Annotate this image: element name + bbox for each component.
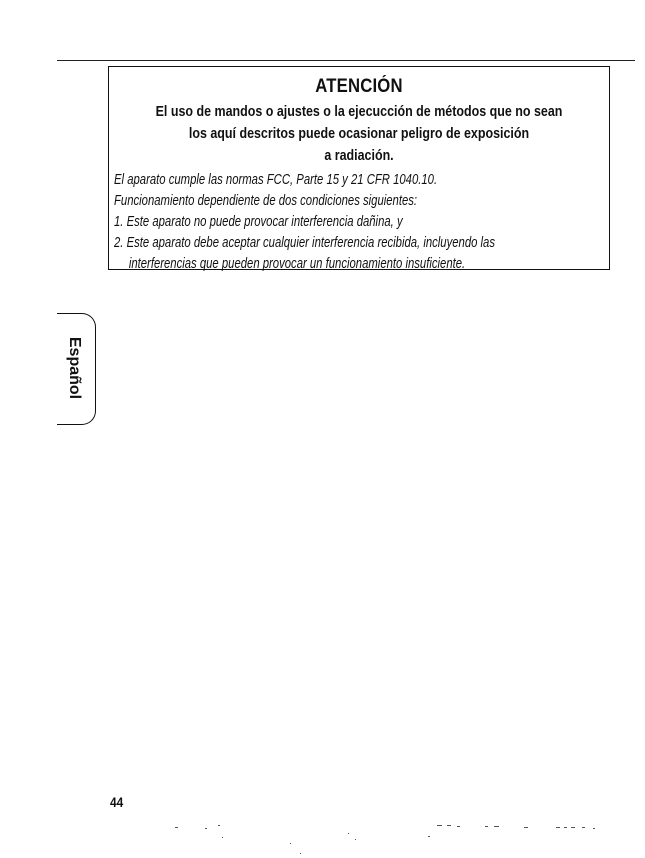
scan-noise [0, 815, 645, 858]
warning-title: ATENCIÓN [315, 76, 403, 97]
page-number: 44 [110, 794, 124, 810]
fcc-line: Funcionamiento dependiente de dos condiciones siguientes: [114, 193, 418, 209]
fcc-line: 1. Este aparato no puede provocar interferencia dañina, y [114, 214, 403, 230]
warning-box [108, 66, 610, 270]
warning-line: los aquí descritos puede ocasionar peligro de exposición [188, 126, 530, 142]
fcc-compliance-text [114, 170, 495, 275]
top-rule [57, 60, 635, 61]
warning-line: a radiación. [324, 148, 394, 164]
fcc-line: interferencias que pueden provocar un funcionamiento insuficiente. [128, 256, 466, 272]
fcc-line: 2. Este aparato debe aceptar cualquier interferencia recibida, incluyendo las [114, 235, 496, 251]
fcc-line: El aparato cumple las normas FCC, Parte 15 y 21 CFR 1040.10. [114, 172, 438, 188]
warning-line: El uso de mandos o ajustes o la ejecucción de métodos que no sean [155, 104, 563, 120]
language-tab-label: Español [66, 336, 83, 400]
warning-text [144, 101, 574, 167]
